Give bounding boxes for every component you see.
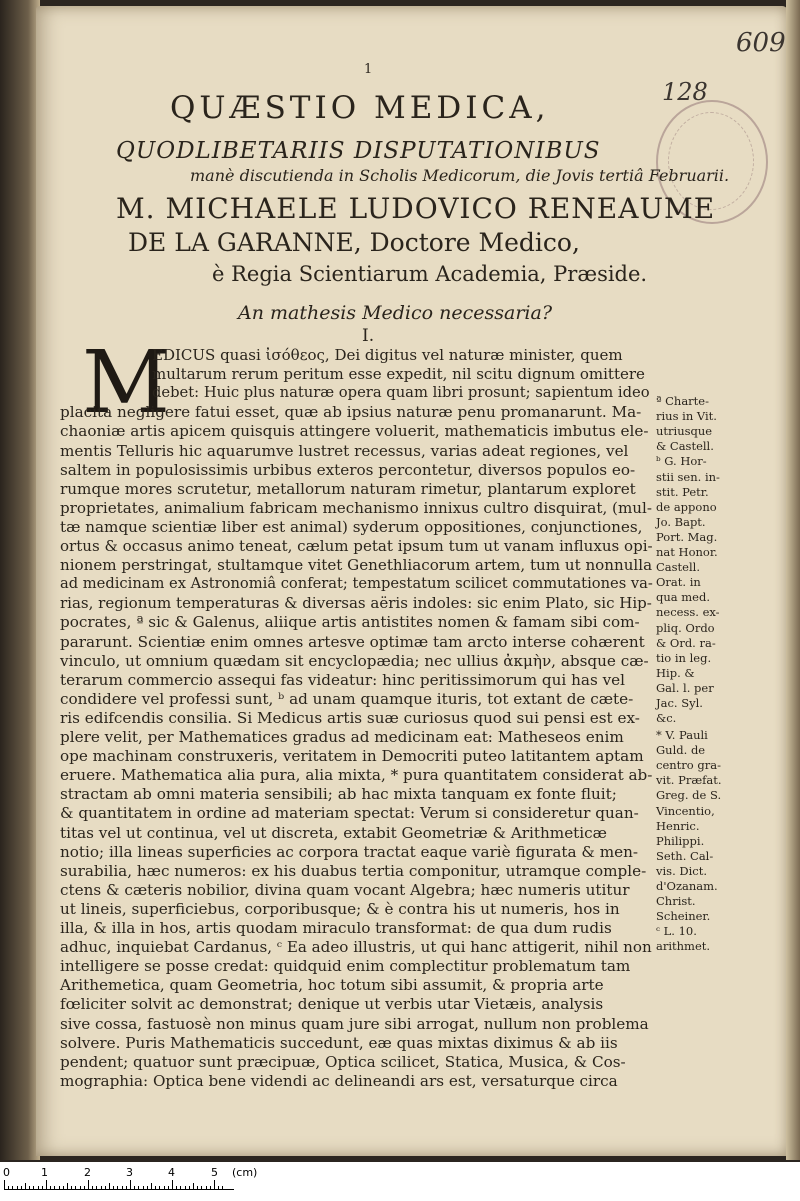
scale-tick bbox=[80, 1186, 81, 1190]
margin-note-line: Scheiner. bbox=[656, 909, 711, 924]
margin-note-line: Jo. Bapt. bbox=[656, 514, 706, 529]
page-number: 1 bbox=[364, 62, 373, 77]
scale-tick bbox=[172, 1180, 173, 1190]
scale-label: 4 bbox=[168, 1166, 175, 1179]
margin-note-line: Castell. bbox=[656, 560, 700, 575]
scale-tick bbox=[214, 1180, 215, 1190]
margin-note-line: necess. ex- bbox=[656, 605, 720, 620]
scale-tick bbox=[33, 1186, 34, 1190]
scale-tick bbox=[138, 1186, 139, 1190]
subtitle-date: manè discutienda in Scholis Medicorum, die Jovis tertiâ Februarii. bbox=[190, 166, 730, 185]
margin-note-line: vit. Præfat. bbox=[656, 773, 722, 788]
margin-note-line: Orat. in bbox=[656, 575, 701, 590]
scale-tick bbox=[84, 1186, 85, 1190]
margin-note-line: &c. bbox=[656, 711, 677, 726]
margin-note-line: tio in leg. bbox=[656, 650, 712, 665]
scale-tick bbox=[122, 1186, 123, 1190]
scale-tick bbox=[185, 1186, 186, 1190]
scale-label: 2 bbox=[84, 1166, 91, 1179]
body-line: ad medicinam ex Astronomiâ conferat; tempestatum scilicet commutationes va- bbox=[60, 575, 653, 593]
scale-tick bbox=[21, 1186, 22, 1190]
scale-tick bbox=[206, 1186, 207, 1190]
margin-note-line: Vincentio, bbox=[656, 803, 715, 818]
body-line: adhuc, inquiebat Cardanus, ᶜ Ea adeo illustris, ut qui hanc attigerit, nihil non bbox=[60, 938, 652, 957]
body-line: ut lineis, superficiebus, corporibusque; & è contra his ut numeris, hos in bbox=[60, 899, 620, 918]
body-line: pararunt. Scientiæ enim omnes artesve optimæ tam arcto interse cohærent bbox=[60, 632, 645, 651]
scale-tick bbox=[54, 1186, 55, 1190]
body-line: ortus & occasus animo teneat, cælum petat ipsum tum ut vanam influxus opi- bbox=[60, 537, 653, 555]
praeses-name-2: DE LA GARANNE, Doctore Medico, bbox=[128, 228, 580, 257]
margin-note-line: qua med. bbox=[656, 590, 711, 605]
scale-tick bbox=[59, 1186, 60, 1190]
scale-tick bbox=[50, 1186, 51, 1190]
scale-tick bbox=[12, 1186, 13, 1190]
margin-note-line: rius in Vit. bbox=[656, 409, 717, 424]
margin-note-line: ᵇ G. Hor- bbox=[656, 454, 707, 469]
margin-note-line: d'Ozanam. bbox=[656, 879, 718, 893]
scale-label: (cm) bbox=[232, 1166, 258, 1179]
scale-tick bbox=[38, 1186, 39, 1190]
body-line: illa, & illa in hos, artis quodam miraculo transformat: de qua dum rudis bbox=[60, 919, 612, 937]
margin-note-line: Christ. bbox=[656, 894, 696, 909]
body-line: EDICUS quasi ἰσόθεος, Dei digitus vel naturæ minister, quem bbox=[152, 346, 623, 364]
margin-note-line: Seth. Cal- bbox=[656, 848, 714, 863]
margin-note-line: Gal. l. per bbox=[656, 680, 714, 695]
scale-tick bbox=[143, 1186, 144, 1190]
body-line: nionem perstringat, stultamque vitet Genethliacorum artem, tum ut nonnulla bbox=[60, 556, 653, 575]
margin-note-line: Greg. de S. bbox=[656, 788, 722, 803]
scale-tick bbox=[92, 1186, 93, 1190]
scale-tick bbox=[218, 1186, 219, 1190]
scale-tick bbox=[75, 1186, 76, 1190]
thesis-question: An mathesis Medico necessaria? bbox=[238, 302, 553, 324]
margin-note-line: * V. Pauli bbox=[656, 728, 708, 742]
body-line: plere velit, per Mathematices gradus ad medicinam eat: Matheseos enim bbox=[60, 728, 624, 746]
scale-tick bbox=[210, 1186, 211, 1190]
body-line: & quantitatem in ordine ad materiam spectat: Verum si consideretur quan- bbox=[60, 804, 639, 823]
margin-note-line: centro gra- bbox=[656, 758, 721, 773]
subtitle-disputations: QUODLIBETARIIS DISPUTATIONIBUS bbox=[116, 138, 601, 164]
body-line: proprietates, animalium fabricam mechanismo innixus cultro disquirat, (mul- bbox=[60, 498, 652, 517]
body-line: intelligere se posse credat: quidquid enim complectitur problematum tam bbox=[60, 957, 631, 976]
body-line: chaoniæ artis apicem quisquis attingere voluerit, mathematicis imbutus ele- bbox=[60, 422, 649, 441]
scale-tick bbox=[71, 1186, 72, 1190]
body-line: terarum commercio assequi fas videatur: hinc peritissimorum qui has vel bbox=[60, 670, 625, 689]
scale-tick bbox=[96, 1186, 97, 1190]
margin-note-line: utriusque bbox=[656, 424, 713, 439]
body-line: vinculo, ut omnium quædam sit encyclopædia; nec ullius ἀκμὴν, absque cæ- bbox=[60, 651, 649, 670]
scale-tick bbox=[105, 1186, 106, 1190]
scale-tick bbox=[88, 1180, 89, 1190]
scale-tick bbox=[101, 1186, 102, 1190]
body-line: ris edifcendis consilia. Si Medicus artis suæ curiosus quod sui pensi est ex- bbox=[60, 708, 640, 727]
body-line: solvere. Puris Mathematicis succedunt, eæ quas mixtas diximus & ab iis bbox=[60, 1033, 618, 1052]
scale-tick bbox=[159, 1186, 160, 1190]
page-title: QUÆSTIO MEDICA, bbox=[170, 90, 550, 126]
scale-tick bbox=[201, 1186, 202, 1190]
scale-tick bbox=[168, 1186, 169, 1190]
scale-tick bbox=[189, 1186, 190, 1190]
scale-tick bbox=[109, 1183, 110, 1190]
section-number: I. bbox=[362, 326, 375, 346]
praeses-affiliation: è Regia Scientiarum Academia, Præside. bbox=[212, 262, 648, 286]
margin-note-line: Port. Mag. bbox=[656, 529, 718, 544]
margin-note-line: ᶜ L. 10. bbox=[656, 924, 697, 939]
body-line: eruere. Mathematica alia pura, alia mixta, * pura quantitatem considerat ab- bbox=[60, 766, 653, 785]
body-line: sive cossa, fastuosè non minus quam jure sibi arrogat, nullum non problema bbox=[60, 1014, 649, 1033]
body-line: notio; illa lineas superficies ac corpora tractat eaque variè figurata & men- bbox=[60, 842, 639, 861]
shelfmark: 128 bbox=[662, 78, 708, 106]
page-edge bbox=[786, 0, 800, 1160]
margin-note-line: Jac. Syl. bbox=[656, 696, 703, 710]
scale-tick bbox=[126, 1186, 127, 1190]
body-line: debet: Huic plus naturæ opera quam libri prosunt; sapientum ideo bbox=[152, 384, 650, 402]
body-line: mographia: Optica bene videndi ac delineandi ars est, versaturque circa bbox=[60, 1071, 618, 1090]
scale-tick bbox=[4, 1180, 5, 1190]
scale-tick bbox=[147, 1186, 148, 1190]
scale-tick bbox=[42, 1186, 43, 1190]
scale-tick bbox=[63, 1186, 64, 1190]
body-line: condidere vel professi sunt, ᵇ ad unam quamque ituris, tot extant de cæte- bbox=[60, 689, 634, 708]
margin-note-line: Hip. & bbox=[656, 665, 695, 680]
scale-tick bbox=[8, 1186, 9, 1190]
scale-tick bbox=[46, 1180, 47, 1190]
scale-tick bbox=[176, 1186, 177, 1190]
body-line: mentis Telluris hic aquarumve lustret recessus, varias adeat regiones, vel bbox=[60, 441, 629, 460]
margin-note-line: ª Charte- bbox=[656, 394, 709, 408]
scale-tick bbox=[29, 1186, 30, 1190]
scale-tick bbox=[164, 1186, 165, 1190]
body-line: Arithemetica, quam Geometria, hoc totum sibi assumit, & propria arte bbox=[60, 976, 604, 995]
body-line: ctens & cæteris nobilior, divina quam vocant Algebra; hæc numeris utitur bbox=[60, 880, 630, 899]
scale-tick bbox=[151, 1183, 152, 1190]
margin-note-line: arithmet. bbox=[656, 939, 711, 954]
body-line: placita negligere fatui esset, quæ ab ipsius naturæ penu promanarunt. Ma- bbox=[60, 403, 642, 422]
body-line: rumque mores scrutetur, metallorum naturam rimetur, plantarum exploret bbox=[60, 479, 636, 498]
margin-note-line: & Castell. bbox=[656, 439, 714, 454]
margin-note-line: de appono bbox=[656, 499, 717, 514]
body-line: pendent; quatuor sunt præcipuæ, Optica scilicet, Statica, Musica, & Cos- bbox=[60, 1052, 626, 1071]
scale-label: 0 bbox=[3, 1166, 10, 1179]
body-line: fœliciter solvit ac demonstrat; denique ut verbis utar Vietæis, analysis bbox=[60, 995, 604, 1014]
scale-tick bbox=[67, 1183, 68, 1190]
margin-note-line: stii sen. in- bbox=[656, 469, 720, 484]
body-line: rias, regionum temperaturas & diversas aëris indoles: sic enim Plato, sic Hip- bbox=[60, 594, 652, 613]
scale-tick bbox=[113, 1186, 114, 1190]
scale-tick bbox=[17, 1186, 18, 1190]
scale-tick bbox=[222, 1186, 223, 1190]
scale-label: 5 bbox=[211, 1166, 218, 1179]
body-line: pocrates, ª sic & Galenus, aliique artis antistites nomen & famam sibi com- bbox=[60, 613, 640, 632]
body-line: titas vel ut continua, vel ut discreta, extabit Geometriæ & Arithmeticæ bbox=[60, 823, 607, 842]
scale-tick bbox=[180, 1186, 181, 1190]
margin-note-line: pliq. Ordo bbox=[656, 620, 715, 635]
body-line: ope machinam construxeris, veritatem in Democriti puteo latitantem aptam bbox=[60, 747, 644, 766]
scale-tick bbox=[25, 1183, 26, 1190]
scale-tick bbox=[134, 1186, 135, 1190]
scale-tick bbox=[117, 1186, 118, 1190]
margin-note-line: vis. Dict. bbox=[656, 863, 708, 878]
scale-ticks bbox=[4, 1180, 234, 1190]
margin-note-line: Philippi. bbox=[656, 833, 705, 848]
body-line: tæ namque scientiæ liber est animal) syderum oppositiones, conjunctiones, bbox=[60, 517, 643, 536]
praeses-name: M. MICHAELE LUDOVICO RENEAUME bbox=[116, 192, 716, 225]
margin-note-line: Henric. bbox=[656, 818, 700, 833]
margin-note-line: & Ord. ra- bbox=[656, 635, 716, 650]
folio-number: 609 bbox=[736, 28, 786, 58]
scale-tick bbox=[193, 1183, 194, 1190]
body-line: surabilia, hæc numeros: ex his duabus tertia componitur, utramque comple- bbox=[60, 861, 647, 880]
scale-tick bbox=[197, 1186, 198, 1190]
scale-label: 1 bbox=[41, 1166, 48, 1179]
scale-tick bbox=[130, 1180, 131, 1190]
body-line: stractam ab omni materia sensibili; ab hac mixta tanquam ex fonte fluit; bbox=[60, 785, 617, 804]
margin-note-line: nat Honor. bbox=[656, 545, 718, 559]
body-line: saltem in populosissimis urbibus exteros percontetur, diversos populos eo- bbox=[60, 460, 636, 479]
margin-note-line: stit. Petr. bbox=[656, 484, 709, 499]
drop-cap: M bbox=[82, 333, 171, 433]
scale-tick bbox=[155, 1186, 156, 1190]
scale-label: 3 bbox=[126, 1166, 133, 1179]
book-spine bbox=[0, 0, 40, 1160]
body-line: multarum rerum peritum esse expedit, nil scitu dignum omittere bbox=[152, 365, 645, 384]
margin-note-line: Guld. de bbox=[656, 743, 706, 758]
